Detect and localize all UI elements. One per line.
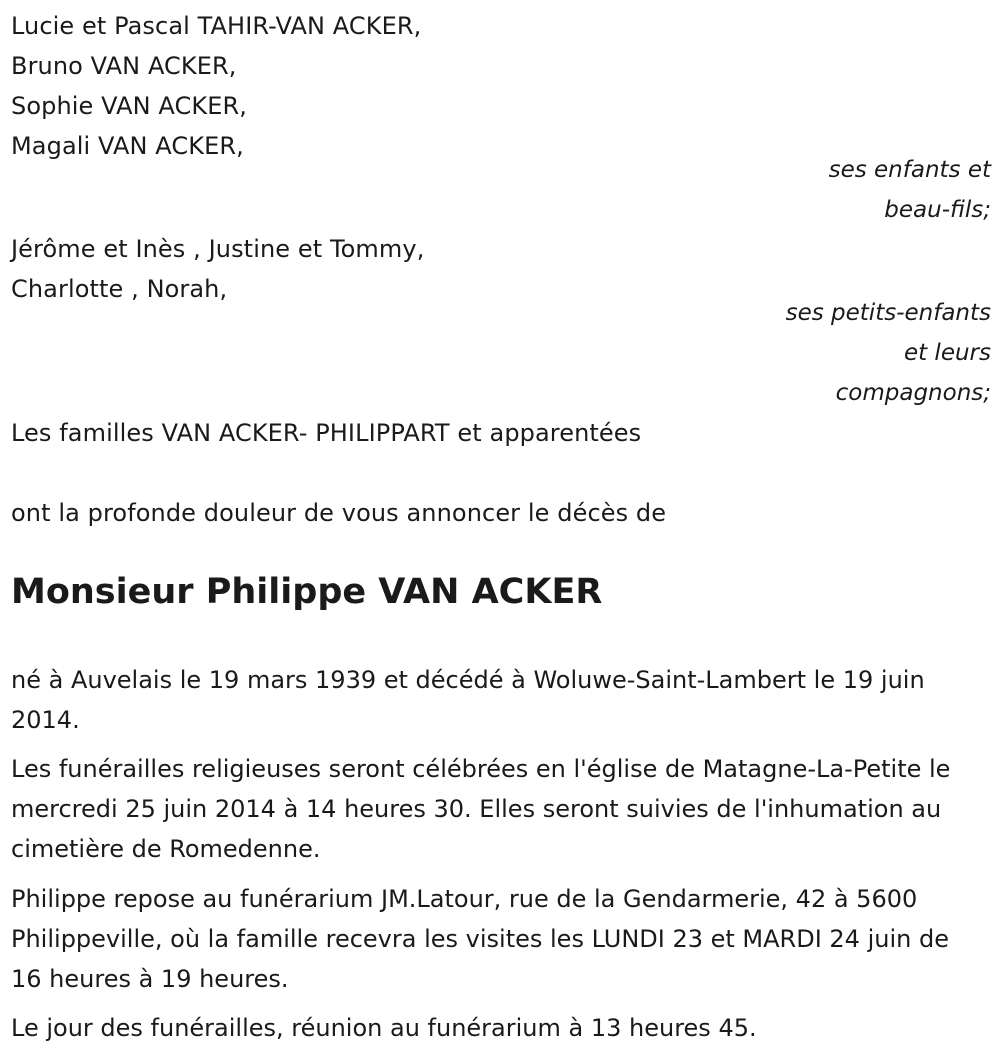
family-line-1: Lucie et Pascal TAHIR-VAN ACKER, xyxy=(11,12,422,40)
announcement-line: ont la profonde douleur de vous annoncer le décès de xyxy=(11,499,667,527)
children-role-line-2: beau-fils; xyxy=(884,197,991,223)
family-line-4: Magali VAN ACKER, xyxy=(11,132,244,160)
funeral-paragraph: Les funérailles religieuses seront célébrées en l'église de Matagne-La-Petite le mercredi 25 juin 2014 à 14 heures 30. Elles seront suivies de l'inhumation au cimetière de Romedenne. xyxy=(11,755,951,863)
children-role-line-1: ses enfants et xyxy=(828,157,991,183)
family-line-3: Sophie VAN ACKER, xyxy=(11,92,247,120)
grandchildren-role-line-2: et leurs xyxy=(903,340,991,366)
family-line-2: Bruno VAN ACKER, xyxy=(11,52,237,80)
birth-death-paragraph: né à Auvelais le 19 mars 1939 et décédé à Woluwe-Saint-Lambert le 19 juin 2014. xyxy=(11,666,925,734)
families-line: Les familles VAN ACKER- PHILIPPART et apparentées xyxy=(11,419,642,447)
grandchildren-role-line-3: compagnons; xyxy=(835,380,991,406)
grandchildren-role-line-1: ses petits-enfants xyxy=(785,300,991,326)
meeting-paragraph: Le jour des funérailles, réunion au funérarium à 13 heures 45. xyxy=(11,1014,757,1042)
grandchildren-line-2: Charlotte , Norah, xyxy=(11,275,228,303)
deceased-name: Monsieur Philippe VAN ACKER xyxy=(11,572,603,612)
grandchildren-line-1: Jérôme et Inès , Justine et Tommy, xyxy=(11,235,425,263)
viewing-paragraph: Philippe repose au funérarium JM.Latour, rue de la Gendarmerie, 42 à 5600 Philippeville, où la famille recevra les visites les LUNDI 23 et MARDI 24 juin de 16 heures à 19 heures. xyxy=(11,885,949,993)
